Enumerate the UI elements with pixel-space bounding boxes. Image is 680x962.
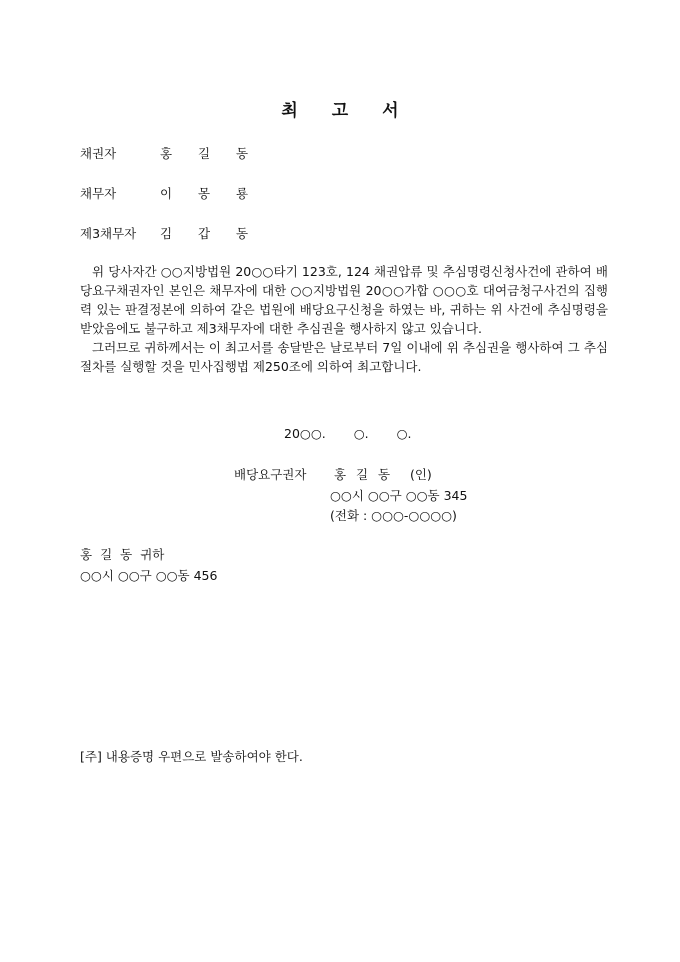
name-char: 길 [355, 467, 369, 482]
party-role: 제3채무자 [80, 226, 137, 241]
party-debtor [80, 184, 274, 202]
body-text [80, 262, 608, 376]
party-creditor [80, 144, 274, 162]
party-name [160, 186, 274, 201]
party-third-debtor [80, 224, 274, 242]
footnote: [주] 내용증명 우편으로 발송하여야 한다. [80, 749, 303, 764]
requester-label: 배당요구권자 [234, 467, 307, 482]
name-char: 홍 [333, 467, 347, 482]
name-char: 이 [159, 186, 173, 201]
title-char: 최 [281, 101, 298, 121]
name-char: 동 [235, 226, 249, 241]
recipient-line [80, 545, 172, 563]
party-name [160, 146, 274, 161]
name-char: 김 [159, 226, 173, 241]
name-char: 룡 [235, 186, 249, 201]
name-char: 길 [197, 146, 211, 161]
name-char: 동 [235, 146, 249, 161]
name-char: 홍 [80, 547, 93, 562]
recipient-address: ○○시 ○○구 ○○동 456 [80, 568, 218, 583]
body-paragraph-2: 그러므로 귀하께서는 이 최고서를 송달받은 날로부터 7일 이내에 위 추심권을 행사하여 그 추심절차를 실행할 것을 민사집행법 제250조에 의하여 최고합니다. [80, 340, 608, 374]
document-date [284, 426, 439, 441]
date-day: ○. [396, 426, 412, 441]
date-year: 20○○. [284, 426, 326, 441]
title-char: 서 [382, 101, 399, 121]
requester-name [334, 467, 400, 482]
name-char: 길 [100, 547, 113, 562]
name-char: 동 [120, 547, 133, 562]
requester-signature [234, 465, 432, 483]
party-role: 채무자 [80, 186, 117, 201]
recipient-honorific: 귀하 [140, 547, 165, 562]
body-paragraph-1: 위 당사자간 ○○지방법원 20○○타기 123호, 124 채권압류 및 추심명령신청사건에 관하여 배당요구채권자인 본인은 채무자에 대한 ○○지방법원 20○○가합 ○○○호 대여금청구사건의 집행력 있는 판결정본에 의하여 같은 법원에 배당요구신청을 하였는 바, 귀하는 위 사건에 추심명령을 받았음에도 불구하고 제3채무자에 대한 추심권을 행사하지 않고 있습니다. [80, 264, 608, 336]
name-char: 동 [377, 467, 391, 482]
party-name [160, 226, 274, 241]
requester-phone: (전화 : ○○○-○○○○) [330, 508, 457, 523]
seal-mark: (인) [409, 467, 432, 482]
name-char: 몽 [197, 186, 211, 201]
requester-address: ○○시 ○○구 ○○동 345 [330, 488, 468, 503]
title-char: 고 [331, 101, 349, 121]
date-month: ○. [353, 426, 369, 441]
document-title [0, 96, 680, 121]
name-char: 갑 [197, 226, 211, 241]
party-role: 채권자 [80, 146, 117, 161]
name-char: 홍 [159, 146, 173, 161]
